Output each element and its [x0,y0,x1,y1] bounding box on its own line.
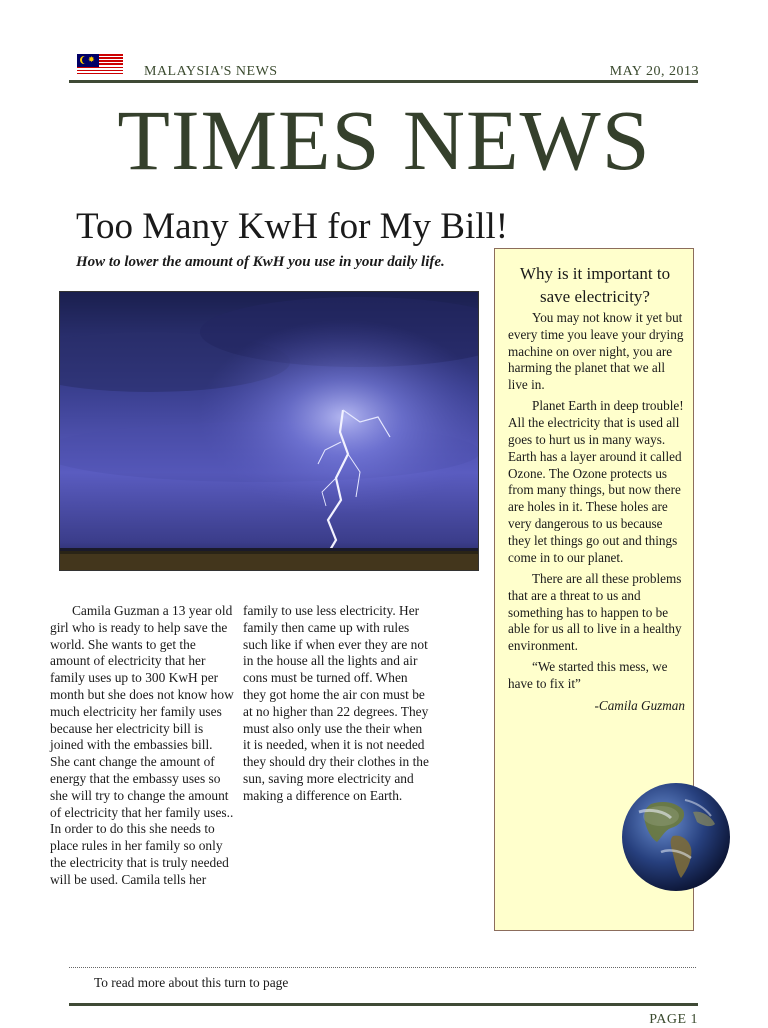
article-headline: Too Many KwH for My Bill! [76,206,509,247]
sidebar-paragraph-3: There are all these problems that are a threat to us and something has to happen to be able for us all to live in a healthy environment. [508,570,682,654]
header-rule [69,80,698,83]
section-label: MALAYSIA'S NEWS [144,64,278,79]
sidebar-text [508,310,688,719]
sidebar-paragraph-2: Planet Earth in deep trouble! All the electricity that is used all goes to hurt us in many ways. Earth has a layer around it called Ozone. The Ozone protects us from many things, but now there are holes in it. These holes are very dangerous to us because they let things go out and things come in to our planet. [508,398,684,565]
lightning-photo [59,291,479,571]
sidebar-attribution: -Camila Guzman [594,697,685,713]
footer-rule [69,1003,698,1006]
sidebar-paragraph-1: You may not know it yet but every time you leave your drying machine on over night, you are harming the planet that we all live in. [508,310,684,393]
footer-note: To read more about this turn to page [94,975,289,990]
issue-date: MAY 20, 2013 [609,64,699,79]
masthead: TIMES NEWS [117,92,651,188]
article-column-2: family to use less electricity. Her family then came up with rules such like if when ever they are not in the house all the lights and air cons must be turned off. When they got home the air con must be at no higher than 22 degrees. They must also only use the their when it is needed, when it is not needed they should dry their clothes in the sun, saving more electricity and making a difference on Earth. [243,603,429,803]
article-column-1: Camila Guzman a 13 year old girl who is ready to help save the world. She wants to get the amount of electricity that her family uses up to 300 KwH per month but she does not know how much electricity her family uses because her electricity bill is joined with the embassies bill. She cant change the amount of energy that the embassy uses so she will try to change the amount of electricity that her family uses.. In order to do this she needs to place rules in her family so only the electricity that is truly needed will be used. Camila tells her [50,603,234,887]
sidebar-title: Why is it important to save electricity? [519,264,671,306]
malaysia-flag-icon: ✸ [77,54,123,76]
footer-divider [69,967,696,968]
page-number: PAGE 1 [649,1012,698,1027]
sidebar-quote: “We started this mess, we have to fix it” [508,659,668,692]
article-subheadline: How to lower the amount of KwH you use in your daily life. [76,254,445,270]
earth-globe-icon [621,782,731,892]
